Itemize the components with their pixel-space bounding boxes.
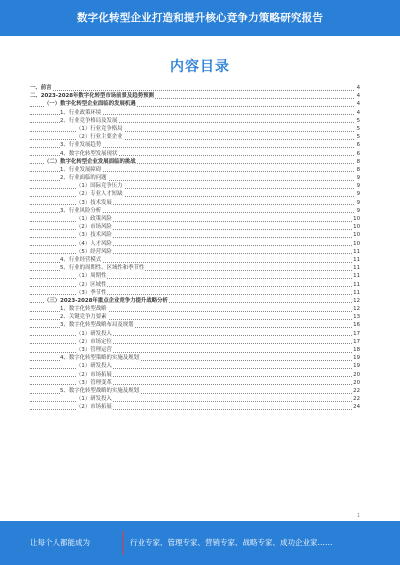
toc-entry-page: 9 [356,207,360,214]
toc-entry-label: （2）市场定位 [76,338,112,345]
toc-entry[interactable] [30,190,360,198]
toc-entry-label: （3）管理变革 [76,379,112,386]
toc-entry-page: 10 [353,240,360,247]
toc-entry[interactable] [30,330,360,338]
toc-entry-page: 11 [353,265,360,272]
report-header-bar [0,0,400,36]
toc-entry-label: （1）国际竞争压力 [76,183,123,190]
toc-entry-label: （三）2023-2028年重点企业竞争力提升战略分析 [44,297,168,304]
toc-entry-page: 11 [353,256,360,263]
toc-entry-page: 4 [356,109,360,116]
toc-entry-label: （2）区域性 [76,281,107,288]
footer-bar [0,521,400,565]
toc-entry-page: 19 [353,363,360,370]
toc-entry[interactable] [30,182,360,190]
toc-entry-label: 1、行业发展障碍 [60,166,102,173]
report-title: 数字化转型企业打造和提升核心竞争力策略研究报告 [76,12,324,24]
toc-entry-label: 2、行业面临的问题 [60,175,107,182]
toc-entry[interactable] [30,166,360,174]
toc-entry-label: （3）技术发展 [76,199,112,206]
toc-entry-page: 12 [353,306,360,313]
toc-entry[interactable] [30,354,360,362]
toc-entry[interactable] [30,281,360,289]
toc-entry-page: 10 [353,232,360,239]
toc-entry[interactable] [30,272,360,280]
toc-entry[interactable] [30,141,360,149]
footer-slogan-right: 行业专家、管理专家、营销专家、战略专家、成功企业家…… [130,538,333,547]
toc-entry[interactable] [30,248,360,256]
toc-entry-page: 22 [353,396,360,403]
toc-entry-label: 二、2023-2028年数字化转型市场前景及趋势预测 [30,93,154,100]
toc-entry-page: 20 [353,379,360,386]
toc-entry[interactable] [30,207,360,215]
toc-entry-label: （3）管理运营 [76,347,112,353]
toc-entry[interactable] [30,158,360,166]
toc-entry-page: 11 [353,273,360,280]
toc-entry-label: 2、行业竞争格局及发展 [60,117,118,124]
toc-entry-page: 9 [356,183,360,190]
toc-entry-label: 3、行业发展趋势 [60,142,102,149]
footer-divider [122,531,123,555]
toc-entry-page: 22 [353,387,360,394]
toc-entry-page: 6 [356,142,360,149]
toc-entry-page: 4 [356,101,360,108]
toc-entry[interactable] [30,362,360,370]
toc-entry-label: （5）经营风险 [76,248,112,255]
toc-entry[interactable] [30,117,360,125]
toc-entry-label: 5、行业的周期性、区域性和季节性 [60,265,145,272]
toc-entry-page: 12 [353,297,360,304]
toc-title: 内容目录 [170,59,230,75]
toc-entry[interactable] [30,395,360,403]
toc-entry[interactable] [30,133,360,141]
table-of-contents [30,84,360,412]
toc-entry-page: 10 [353,224,360,231]
toc-entry-page: 17 [353,330,360,337]
toc-entry-label: （3）季节性 [76,289,107,296]
toc-entry[interactable] [30,109,360,117]
toc-entry-label: （2）市场拓展 [76,371,112,378]
toc-entry-label: （1）行业竞争格局 [76,125,123,132]
toc-entry-label: （2）市场风险 [76,224,112,231]
toc-entry[interactable] [30,223,360,231]
toc-entry-page: 8 [356,166,360,173]
toc-entry[interactable] [30,256,360,264]
toc-entry-page: 18 [353,347,360,353]
toc-entry-label: 1、行业政策环境 [60,109,102,116]
toc-entry-page: 6 [356,150,360,157]
toc-entry-label: （二）数字化转型企业发展面临的挑战 [44,158,136,165]
toc-entry-label: 4、数字化转型策略的实施及规划 [60,355,139,362]
toc-entry-page: 9 [356,191,360,198]
toc-entry-label: 5、数字化转型战略的实施及规划 [60,387,139,394]
footer-slogan-left: 让每个人都能成为 [30,538,90,547]
toc-entry-page: 4 [356,93,360,100]
toc-entry-page: 5 [356,134,360,141]
toc-entry-page: 4 [356,85,360,91]
toc-entry[interactable] [30,305,360,313]
toc-entry[interactable] [30,338,360,346]
toc-entry[interactable] [30,84,360,92]
toc-entry-page: 11 [353,289,360,296]
toc-entry[interactable] [30,199,360,207]
toc-entry[interactable] [30,231,360,239]
toc-entry[interactable] [30,313,360,321]
toc-entry[interactable] [30,174,360,182]
toc-entry-label: 2、关键竞争力要素 [60,314,107,321]
toc-entry-page: 16 [353,322,360,329]
toc-entry[interactable] [30,100,360,108]
toc-entry[interactable] [30,403,360,411]
toc-entry[interactable] [30,321,360,329]
toc-entry[interactable] [30,125,360,133]
toc-entry[interactable] [30,264,360,272]
toc-entry-label: 一、前言 [30,85,52,91]
toc-entry-label: （1）政策风险 [76,216,112,222]
toc-entry-page: 9 [356,199,360,206]
toc-entry[interactable] [30,371,360,379]
toc-entry-page: 13 [353,314,360,321]
toc-entry-page: 5 [356,117,360,124]
toc-entry-label: 1、数字化转型战略 [60,306,107,313]
toc-entry-page: 17 [353,338,360,345]
toc-entry[interactable] [30,297,360,305]
toc-entry-label: （2）市场拓展 [76,404,112,411]
toc-entry[interactable] [30,346,360,354]
toc-entry-label: （4）人才风险 [76,240,112,247]
toc-entry[interactable] [30,387,360,395]
toc-entry-page: 11 [353,281,360,288]
toc-entry-page: 8 [356,158,360,165]
toc-entry-page: 11 [353,248,360,255]
toc-entry[interactable] [30,150,360,158]
toc-entry-label: （2）专业人才短缺 [76,191,123,198]
toc-entry-label: （2）行业主要企业 [76,134,123,141]
toc-entry[interactable] [30,379,360,387]
toc-entry-label: （一）数字化转型企业面临的发展机遇 [44,101,136,108]
toc-entry-label: 3、数字化转型战略布局及规划 [60,322,134,329]
toc-entry-label: （1）研发投入 [76,330,112,337]
toc-entry-label: 4、行业经营模式 [60,256,102,263]
toc-entry-label: 3、行业风险分析 [60,207,102,214]
toc-entry-label: 4、数字化转型发展现状 [60,150,118,157]
toc-entry-page: 24 [353,404,360,411]
toc-entry-label: （1）研发投入 [76,396,112,403]
toc-entry-label: （1）研发投入 [76,363,112,370]
toc-entry-page: 5 [356,125,360,132]
toc-entry-label: （3）技术风险 [76,232,112,239]
toc-entry-page: 9 [356,175,360,182]
toc-entry[interactable] [30,240,360,248]
page-number: 1 [356,513,360,519]
toc-entry-page: 20 [353,371,360,378]
toc-entry[interactable] [30,215,360,223]
toc-leader-dots [30,90,354,91]
toc-entry[interactable] [30,289,360,297]
toc-entry-page: 19 [353,355,360,362]
toc-entry-label: （1）周期性 [76,273,107,280]
toc-entry[interactable] [30,92,360,100]
toc-entry-page: 10 [353,216,360,222]
